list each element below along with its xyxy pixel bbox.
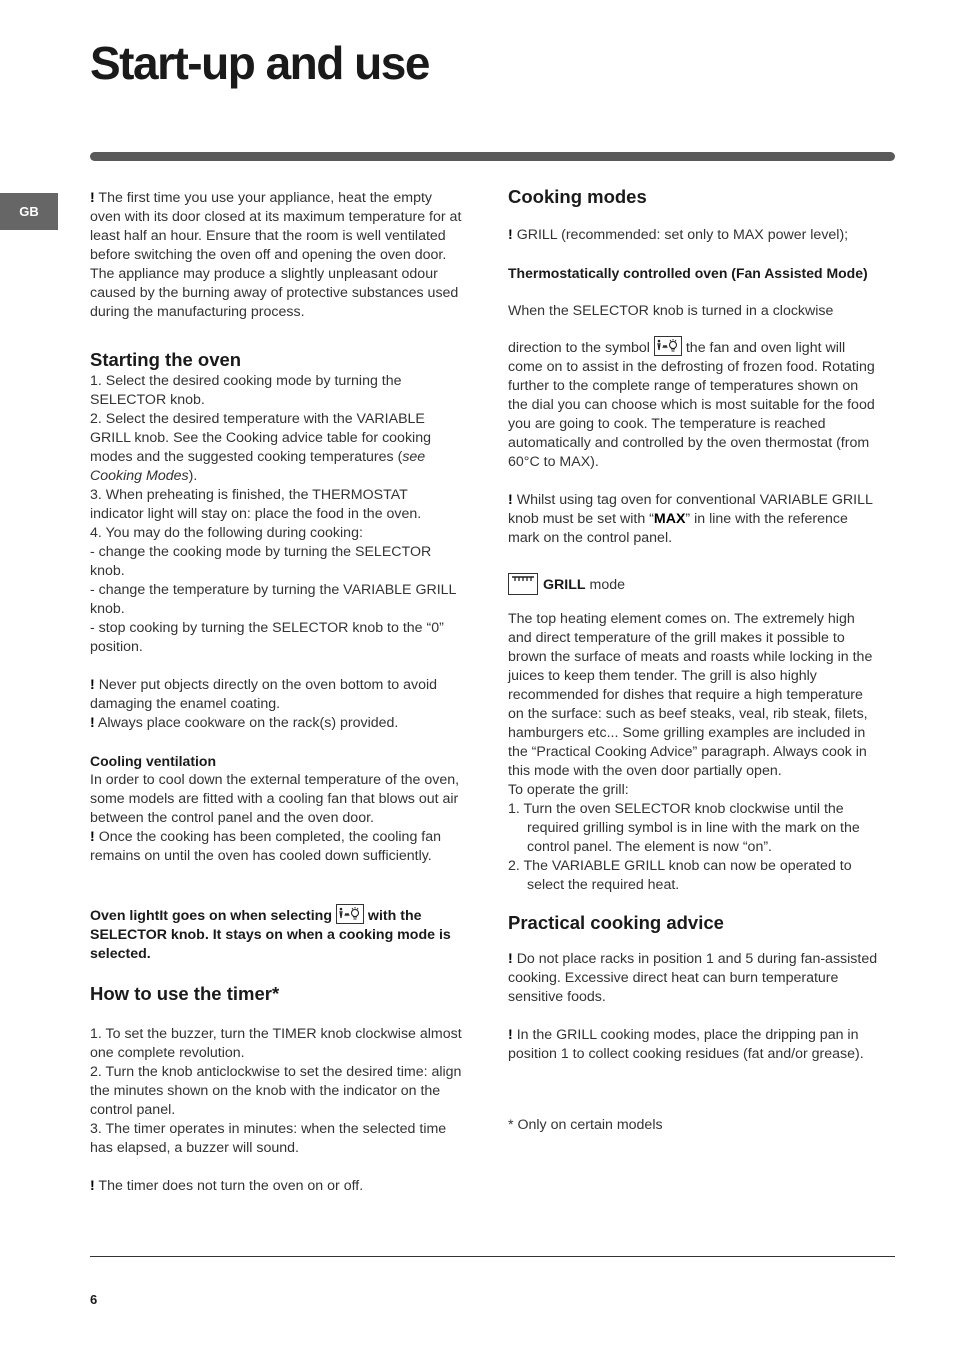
- advice-1-text: Do not place racks in position 1 and 5 during fan-assisted cooking. Excessive direct heat can burn temperature sensitive foods.: [508, 951, 878, 1005]
- footnote: * Only on certain models: [508, 1117, 663, 1133]
- max-label: MAX: [653, 511, 686, 527]
- step-2-end: ).: [188, 468, 198, 484]
- whilst-text-b: ” in line with the reference mark on the control panel.: [508, 511, 848, 546]
- oven-light-text-a: Oven lightIt goes on when selecting: [90, 908, 333, 924]
- thermostatic-intro: When the SELECTOR knob is turned in a clockwise: [508, 303, 834, 319]
- timer-heading: How to use the timer*: [90, 983, 280, 1004]
- cooling-heading: Cooling ventilation: [90, 753, 216, 769]
- advice-1: [508, 950, 880, 1007]
- thermostatic-text-a: direction to the symbol: [508, 340, 650, 356]
- starting-step-3: 3. When preheating is finished, the THERMOSTAT indicator light will stay on: place the food in the oven.: [90, 487, 422, 522]
- warning-text: Once the cooking has been completed, the cooling fan remains on until the oven has cooled down sufficiently.: [90, 829, 441, 864]
- warning-mark: !: [90, 1178, 95, 1194]
- cooking-modes-heading: Cooking modes: [508, 186, 647, 207]
- warning-mark: !: [508, 951, 513, 967]
- starting-step-4c: - stop cooking by turning the SELECTOR knob to the “0” position.: [90, 620, 444, 655]
- warning-cookware: [90, 714, 464, 733]
- starting-step-1: 1. Select the desired cooking mode by turning the SELECTOR knob.: [90, 373, 402, 408]
- grill-mode-word: mode: [589, 577, 626, 593]
- bottom-rule: [90, 1256, 895, 1257]
- page-title: Start-up and use: [90, 37, 429, 89]
- step-2-reference: see Cooking Modes: [90, 449, 426, 484]
- grill-step-2: 2. The VARIABLE GRILL knob can now be operated to select the required heat.: [508, 858, 852, 893]
- thermostatic-text: [508, 336, 880, 472]
- grill-description: The top heating element comes on. The extremely high and direct temperature of the grill makes it possible to brown the surface of meats and roasts while locking in the juices to keep them tender. The grill is also highly recommended for dishes that require a high temperature on the surface: such as beef steaks, veal, rib steak, filets, hamburgers etc... Some grilling examples are included in the “Practical Cooking Advice” paragraph. Always cook in this mode with the oven door partially open.: [508, 611, 873, 779]
- starting-step-4b: - change the temperature by turning the VARIABLE GRILL knob.: [90, 582, 456, 617]
- step-2-text: 2. Select the desired temperature with the VARIABLE GRILL knob. See the Cooking advice table for cooking modes and the suggested cooking temperatures (: [90, 411, 431, 465]
- warning-mark: !: [508, 492, 513, 508]
- warning-text: The timer does not turn the oven on or off.: [98, 1178, 364, 1194]
- warning-text: Never put objects directly on the oven bottom to avoid damaging the enamel coating.: [90, 677, 438, 712]
- timer-warning: [90, 1177, 464, 1196]
- warning-mark: !: [508, 227, 513, 243]
- timer-step-1: 1. To set the buzzer, turn the TIMER knob clockwise almost one complete revolution.: [90, 1026, 462, 1061]
- timer-step-2: 2. Turn the knob anticlockwise to set the desired time: align the minutes shown on the knob with the indicator on the control panel.: [90, 1064, 462, 1118]
- grill-mode-title: [508, 573, 880, 595]
- starting-oven-heading: Starting the oven: [90, 349, 242, 370]
- practical-advice-heading: Practical cooking advice: [508, 912, 724, 933]
- oven-light-paragraph: [90, 904, 464, 964]
- warning-mark: !: [90, 829, 95, 845]
- intro-paragraph: [90, 189, 464, 322]
- warning-oven-bottom: [90, 676, 464, 714]
- grill-mode-bold: GRILL: [543, 577, 586, 593]
- grill-recommended: [508, 226, 880, 245]
- starting-step-4a: - change the cooking mode by turning the SELECTOR knob.: [90, 544, 432, 579]
- timer-step-3: 3. The timer operates in minutes: when the selected time has elapsed, a buzzer will sound.: [90, 1121, 447, 1156]
- grill-step-1: 1. Turn the oven SELECTOR knob clockwise until the required grilling symbol is in line with the mark on the control panel. The element is now “on”.: [508, 801, 860, 855]
- left-column: [90, 189, 464, 1196]
- starting-step-4: 4. You may do the following during cooking:: [90, 525, 363, 541]
- whilst-warning: [508, 491, 880, 548]
- language-tab: GB: [0, 193, 58, 230]
- advice-2-text: In the GRILL cooking modes, place the dripping pan in position 1 to collect cooking residues (fat and/or grease).: [508, 1027, 864, 1062]
- warning-mark: !: [90, 677, 95, 693]
- grill-operate-intro: To operate the grill:: [508, 782, 629, 798]
- warning-mark: !: [90, 715, 95, 731]
- cooling-warning: [90, 828, 464, 866]
- thermostatic-heading: Thermostatically controlled oven (Fan Assisted Mode): [508, 265, 868, 281]
- right-column: [508, 185, 880, 1135]
- cooling-text: In order to cool down the external temperature of the oven, some models are fitted with a cooling fan that blows out air between the control panel and the oven door.: [90, 772, 460, 826]
- starting-step-2: [90, 410, 464, 486]
- fan-oven-light-symbol-icon: [654, 336, 682, 356]
- intro-text: The first time you use your appliance, heat the empty oven with its door closed at its maximum temperature for at least half an hour. Ensure that the room is well ventilated before switching the oven off and opening the oven door. The appliance may produce a slightly unpleasant odour caused by the burning away of protective substances used during the manufacturing process.: [90, 190, 462, 320]
- warning-mark: !: [508, 1027, 513, 1043]
- oven-light-text-b: with the SELECTOR knob. It stays on when a cooking mode is selected.: [90, 908, 451, 962]
- warning-text: Always place cookware on the rack(s) provided.: [97, 715, 399, 731]
- page-number: 6: [90, 1292, 98, 1307]
- title-rule: [90, 152, 895, 161]
- thermostatic-text-b: the fan and oven light will come on to assist in the defrosting of frozen food. Rotating further to the complete range of temperatures shown on the dial you can choose which is most suitable for the food you are going to cook. The temperature is reached automatically and controlled by the oven thermostat (from 60°C to MAX).: [508, 340, 875, 470]
- advice-2: [508, 1026, 880, 1064]
- warning-mark: !: [90, 190, 95, 206]
- whilst-text-a: Whilst using tag oven for conventional VARIABLE GRILL knob must be set with “: [508, 492, 873, 527]
- grill-symbol-icon: [508, 573, 538, 595]
- fan-oven-light-symbol-icon: [336, 904, 364, 924]
- grill-recommended-text: GRILL (recommended: set only to MAX power level);: [516, 227, 849, 243]
